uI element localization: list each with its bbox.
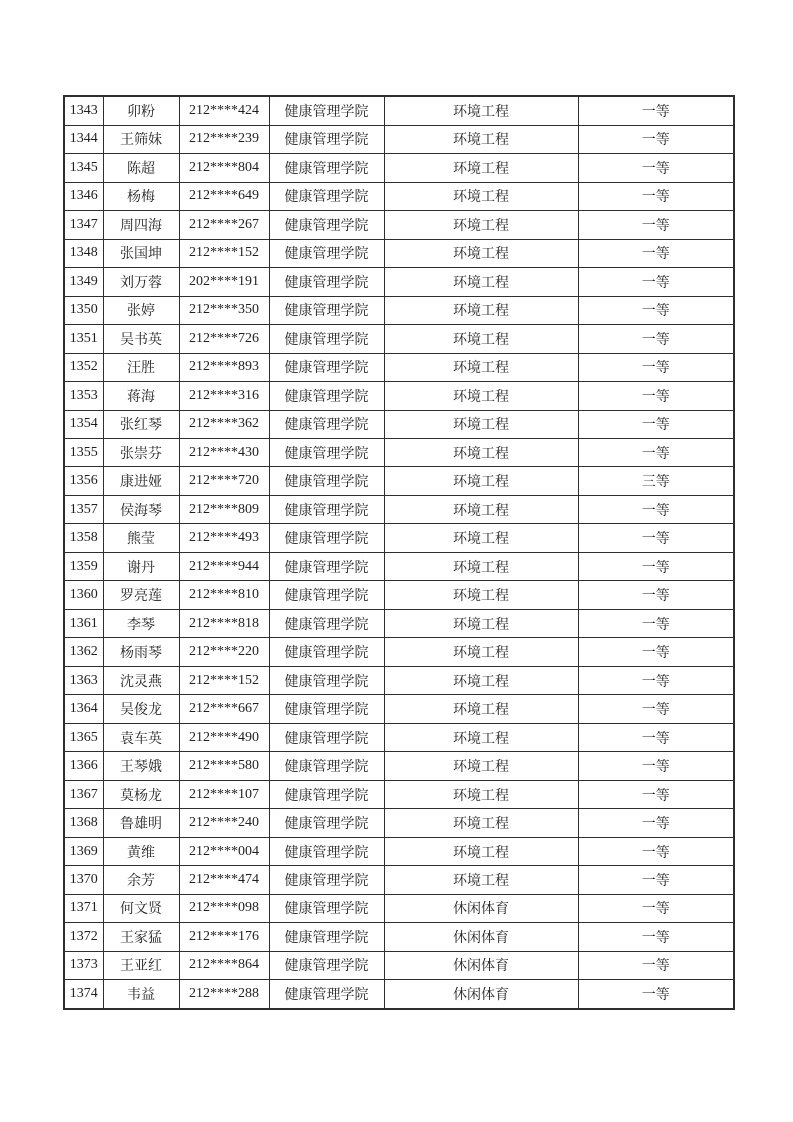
cell-award-grade: 一等 bbox=[578, 581, 734, 609]
cell-student-name: 陈超 bbox=[103, 154, 179, 182]
cell-row-number: 1372 bbox=[64, 923, 103, 951]
cell-student-id: 212****098 bbox=[179, 894, 269, 922]
table-row bbox=[64, 638, 734, 666]
cell-college: 健康管理学院 bbox=[269, 809, 384, 837]
cell-row-number: 1347 bbox=[64, 211, 103, 239]
cell-student-id: 212****107 bbox=[179, 780, 269, 808]
cell-student-name: 侯海琴 bbox=[103, 495, 179, 523]
cell-student-name: 莫杨龙 bbox=[103, 780, 179, 808]
cell-major: 环境工程 bbox=[384, 666, 578, 694]
cell-student-id: 212****726 bbox=[179, 325, 269, 353]
cell-student-id: 202****191 bbox=[179, 268, 269, 296]
cell-major: 环境工程 bbox=[384, 695, 578, 723]
cell-major: 环境工程 bbox=[384, 96, 578, 125]
cell-row-number: 1367 bbox=[64, 780, 103, 808]
cell-student-name: 周四海 bbox=[103, 211, 179, 239]
cell-award-grade: 三等 bbox=[578, 467, 734, 495]
cell-award-grade: 一等 bbox=[578, 353, 734, 381]
cell-major: 环境工程 bbox=[384, 467, 578, 495]
cell-award-grade: 一等 bbox=[578, 894, 734, 922]
cell-student-name: 吴俊龙 bbox=[103, 695, 179, 723]
cell-college: 健康管理学院 bbox=[269, 780, 384, 808]
cell-award-grade: 一等 bbox=[578, 96, 734, 125]
cell-award-grade: 一等 bbox=[578, 495, 734, 523]
cell-student-id: 212****818 bbox=[179, 609, 269, 637]
cell-award-grade: 一等 bbox=[578, 524, 734, 552]
cell-student-name: 杨梅 bbox=[103, 182, 179, 210]
cell-row-number: 1358 bbox=[64, 524, 103, 552]
cell-row-number: 1368 bbox=[64, 809, 103, 837]
cell-student-id: 212****490 bbox=[179, 723, 269, 751]
cell-row-number: 1366 bbox=[64, 752, 103, 780]
cell-college: 健康管理学院 bbox=[269, 96, 384, 125]
table-row bbox=[64, 951, 734, 979]
cell-award-grade: 一等 bbox=[578, 638, 734, 666]
cell-student-name: 黄维 bbox=[103, 837, 179, 865]
cell-college: 健康管理学院 bbox=[269, 467, 384, 495]
cell-award-grade: 一等 bbox=[578, 837, 734, 865]
cell-award-grade: 一等 bbox=[578, 666, 734, 694]
cell-award-grade: 一等 bbox=[578, 239, 734, 267]
cell-major: 环境工程 bbox=[384, 182, 578, 210]
cell-award-grade: 一等 bbox=[578, 723, 734, 751]
cell-award-grade: 一等 bbox=[578, 752, 734, 780]
cell-college: 健康管理学院 bbox=[269, 211, 384, 239]
cell-student-id: 212****864 bbox=[179, 951, 269, 979]
cell-row-number: 1373 bbox=[64, 951, 103, 979]
cell-student-id: 212****493 bbox=[179, 524, 269, 552]
cell-student-name: 王亚红 bbox=[103, 951, 179, 979]
table-row bbox=[64, 268, 734, 296]
cell-student-name: 沈灵燕 bbox=[103, 666, 179, 694]
cell-student-name: 韦益 bbox=[103, 980, 179, 1009]
cell-student-id: 212****240 bbox=[179, 809, 269, 837]
cell-major: 环境工程 bbox=[384, 325, 578, 353]
cell-college: 健康管理学院 bbox=[269, 382, 384, 410]
cell-award-grade: 一等 bbox=[578, 695, 734, 723]
table-row bbox=[64, 382, 734, 410]
cell-student-name: 吴书英 bbox=[103, 325, 179, 353]
cell-major: 环境工程 bbox=[384, 752, 578, 780]
cell-college: 健康管理学院 bbox=[269, 325, 384, 353]
table-row bbox=[64, 552, 734, 580]
table-row bbox=[64, 353, 734, 381]
cell-major: 环境工程 bbox=[384, 552, 578, 580]
cell-college: 健康管理学院 bbox=[269, 723, 384, 751]
cell-student-name: 康进娅 bbox=[103, 467, 179, 495]
cell-row-number: 1359 bbox=[64, 552, 103, 580]
cell-row-number: 1343 bbox=[64, 96, 103, 125]
cell-major: 环境工程 bbox=[384, 723, 578, 751]
table-row bbox=[64, 410, 734, 438]
cell-student-name: 李琴 bbox=[103, 609, 179, 637]
cell-student-name: 熊莹 bbox=[103, 524, 179, 552]
cell-student-id: 212****944 bbox=[179, 552, 269, 580]
cell-college: 健康管理学院 bbox=[269, 524, 384, 552]
cell-major: 环境工程 bbox=[384, 211, 578, 239]
cell-student-id: 212****152 bbox=[179, 239, 269, 267]
cell-college: 健康管理学院 bbox=[269, 495, 384, 523]
table-row bbox=[64, 837, 734, 865]
cell-award-grade: 一等 bbox=[578, 951, 734, 979]
table-row bbox=[64, 581, 734, 609]
cell-college: 健康管理学院 bbox=[269, 125, 384, 153]
cell-award-grade: 一等 bbox=[578, 296, 734, 324]
cell-student-id: 212****893 bbox=[179, 353, 269, 381]
cell-row-number: 1374 bbox=[64, 980, 103, 1009]
table-row bbox=[64, 96, 734, 125]
cell-award-grade: 一等 bbox=[578, 182, 734, 210]
cell-award-grade: 一等 bbox=[578, 923, 734, 951]
cell-student-id: 212****474 bbox=[179, 866, 269, 894]
cell-row-number: 1357 bbox=[64, 495, 103, 523]
cell-award-grade: 一等 bbox=[578, 438, 734, 466]
cell-college: 健康管理学院 bbox=[269, 837, 384, 865]
cell-college: 健康管理学院 bbox=[269, 980, 384, 1009]
cell-college: 健康管理学院 bbox=[269, 296, 384, 324]
cell-student-id: 212****350 bbox=[179, 296, 269, 324]
cell-row-number: 1370 bbox=[64, 866, 103, 894]
cell-student-name: 张国坤 bbox=[103, 239, 179, 267]
table-row bbox=[64, 182, 734, 210]
cell-row-number: 1348 bbox=[64, 239, 103, 267]
cell-major: 休闲体育 bbox=[384, 980, 578, 1009]
cell-student-id: 212****424 bbox=[179, 96, 269, 125]
cell-row-number: 1352 bbox=[64, 353, 103, 381]
table-row bbox=[64, 524, 734, 552]
cell-row-number: 1364 bbox=[64, 695, 103, 723]
cell-major: 环境工程 bbox=[384, 866, 578, 894]
table-row bbox=[64, 866, 734, 894]
cell-row-number: 1353 bbox=[64, 382, 103, 410]
cell-row-number: 1344 bbox=[64, 125, 103, 153]
table-row bbox=[64, 809, 734, 837]
cell-college: 健康管理学院 bbox=[269, 866, 384, 894]
cell-row-number: 1371 bbox=[64, 894, 103, 922]
cell-college: 健康管理学院 bbox=[269, 239, 384, 267]
cell-major: 环境工程 bbox=[384, 524, 578, 552]
cell-college: 健康管理学院 bbox=[269, 581, 384, 609]
cell-major: 环境工程 bbox=[384, 438, 578, 466]
cell-row-number: 1363 bbox=[64, 666, 103, 694]
table-row bbox=[64, 125, 734, 153]
table-row bbox=[64, 325, 734, 353]
cell-student-id: 212****804 bbox=[179, 154, 269, 182]
cell-major: 环境工程 bbox=[384, 495, 578, 523]
cell-major: 环境工程 bbox=[384, 809, 578, 837]
cell-award-grade: 一等 bbox=[578, 211, 734, 239]
cell-award-grade: 一等 bbox=[578, 609, 734, 637]
records-body bbox=[64, 96, 734, 1009]
cell-student-name: 汪胜 bbox=[103, 353, 179, 381]
cell-student-name: 刘万蓉 bbox=[103, 268, 179, 296]
cell-major: 环境工程 bbox=[384, 125, 578, 153]
cell-major: 环境工程 bbox=[384, 268, 578, 296]
cell-row-number: 1349 bbox=[64, 268, 103, 296]
cell-college: 健康管理学院 bbox=[269, 666, 384, 694]
cell-student-name: 张婷 bbox=[103, 296, 179, 324]
cell-student-id: 212****809 bbox=[179, 495, 269, 523]
cell-award-grade: 一等 bbox=[578, 268, 734, 296]
cell-student-id: 212****220 bbox=[179, 638, 269, 666]
cell-student-name: 王筛妹 bbox=[103, 125, 179, 153]
cell-major: 休闲体育 bbox=[384, 951, 578, 979]
cell-major: 环境工程 bbox=[384, 382, 578, 410]
cell-major: 环境工程 bbox=[384, 609, 578, 637]
table-row bbox=[64, 154, 734, 182]
cell-student-id: 212****316 bbox=[179, 382, 269, 410]
cell-award-grade: 一等 bbox=[578, 325, 734, 353]
table-row bbox=[64, 211, 734, 239]
table-row bbox=[64, 239, 734, 267]
cell-college: 健康管理学院 bbox=[269, 154, 384, 182]
cell-award-grade: 一等 bbox=[578, 980, 734, 1009]
cell-student-id: 212****667 bbox=[179, 695, 269, 723]
table-row bbox=[64, 438, 734, 466]
cell-major: 休闲体育 bbox=[384, 894, 578, 922]
cell-student-name: 卯粉 bbox=[103, 96, 179, 125]
table-row bbox=[64, 609, 734, 637]
cell-award-grade: 一等 bbox=[578, 410, 734, 438]
cell-award-grade: 一等 bbox=[578, 382, 734, 410]
cell-row-number: 1356 bbox=[64, 467, 103, 495]
cell-college: 健康管理学院 bbox=[269, 951, 384, 979]
cell-student-name: 谢丹 bbox=[103, 552, 179, 580]
cell-major: 休闲体育 bbox=[384, 923, 578, 951]
cell-major: 环境工程 bbox=[384, 410, 578, 438]
cell-row-number: 1345 bbox=[64, 154, 103, 182]
table-row bbox=[64, 666, 734, 694]
table-row bbox=[64, 723, 734, 751]
cell-college: 健康管理学院 bbox=[269, 695, 384, 723]
cell-major: 环境工程 bbox=[384, 581, 578, 609]
cell-award-grade: 一等 bbox=[578, 780, 734, 808]
cell-student-name: 蒋海 bbox=[103, 382, 179, 410]
cell-row-number: 1369 bbox=[64, 837, 103, 865]
cell-student-name: 鲁雄明 bbox=[103, 809, 179, 837]
cell-college: 健康管理学院 bbox=[269, 353, 384, 381]
cell-award-grade: 一等 bbox=[578, 809, 734, 837]
cell-student-name: 何文贤 bbox=[103, 894, 179, 922]
table-row bbox=[64, 980, 734, 1009]
cell-row-number: 1365 bbox=[64, 723, 103, 751]
cell-student-id: 212****430 bbox=[179, 438, 269, 466]
cell-row-number: 1354 bbox=[64, 410, 103, 438]
cell-major: 环境工程 bbox=[384, 837, 578, 865]
cell-student-id: 212****288 bbox=[179, 980, 269, 1009]
table-row bbox=[64, 467, 734, 495]
cell-student-id: 212****362 bbox=[179, 410, 269, 438]
award-records-table bbox=[63, 95, 735, 1010]
cell-college: 健康管理学院 bbox=[269, 182, 384, 210]
cell-award-grade: 一等 bbox=[578, 552, 734, 580]
cell-award-grade: 一等 bbox=[578, 125, 734, 153]
cell-row-number: 1350 bbox=[64, 296, 103, 324]
table-row bbox=[64, 780, 734, 808]
cell-student-id: 212****267 bbox=[179, 211, 269, 239]
cell-student-id: 212****720 bbox=[179, 467, 269, 495]
cell-college: 健康管理学院 bbox=[269, 410, 384, 438]
cell-major: 环境工程 bbox=[384, 296, 578, 324]
cell-college: 健康管理学院 bbox=[269, 923, 384, 951]
cell-college: 健康管理学院 bbox=[269, 752, 384, 780]
cell-row-number: 1361 bbox=[64, 609, 103, 637]
cell-row-number: 1360 bbox=[64, 581, 103, 609]
cell-row-number: 1351 bbox=[64, 325, 103, 353]
table-row bbox=[64, 752, 734, 780]
cell-college: 健康管理学院 bbox=[269, 894, 384, 922]
cell-student-id: 212****152 bbox=[179, 666, 269, 694]
cell-student-name: 王家猛 bbox=[103, 923, 179, 951]
cell-major: 环境工程 bbox=[384, 638, 578, 666]
cell-college: 健康管理学院 bbox=[269, 268, 384, 296]
cell-student-id: 212****176 bbox=[179, 923, 269, 951]
cell-college: 健康管理学院 bbox=[269, 438, 384, 466]
cell-college: 健康管理学院 bbox=[269, 609, 384, 637]
cell-student-name: 张红琴 bbox=[103, 410, 179, 438]
cell-student-name: 张崇芬 bbox=[103, 438, 179, 466]
cell-row-number: 1346 bbox=[64, 182, 103, 210]
cell-student-id: 212****810 bbox=[179, 581, 269, 609]
cell-major: 环境工程 bbox=[384, 154, 578, 182]
cell-college: 健康管理学院 bbox=[269, 638, 384, 666]
cell-student-name: 余芳 bbox=[103, 866, 179, 894]
table-row bbox=[64, 894, 734, 922]
cell-student-id: 212****239 bbox=[179, 125, 269, 153]
cell-student-name: 杨雨琴 bbox=[103, 638, 179, 666]
table-row bbox=[64, 923, 734, 951]
cell-student-id: 212****649 bbox=[179, 182, 269, 210]
cell-major: 环境工程 bbox=[384, 239, 578, 267]
cell-college: 健康管理学院 bbox=[269, 552, 384, 580]
table-row bbox=[64, 495, 734, 523]
table-row bbox=[64, 296, 734, 324]
cell-major: 环境工程 bbox=[384, 780, 578, 808]
cell-row-number: 1362 bbox=[64, 638, 103, 666]
cell-student-name: 袁车英 bbox=[103, 723, 179, 751]
cell-student-name: 王琴娥 bbox=[103, 752, 179, 780]
table-row bbox=[64, 695, 734, 723]
cell-student-id: 212****004 bbox=[179, 837, 269, 865]
cell-student-name: 罗亮莲 bbox=[103, 581, 179, 609]
cell-major: 环境工程 bbox=[384, 353, 578, 381]
cell-award-grade: 一等 bbox=[578, 866, 734, 894]
cell-row-number: 1355 bbox=[64, 438, 103, 466]
cell-student-id: 212****580 bbox=[179, 752, 269, 780]
cell-award-grade: 一等 bbox=[578, 154, 734, 182]
